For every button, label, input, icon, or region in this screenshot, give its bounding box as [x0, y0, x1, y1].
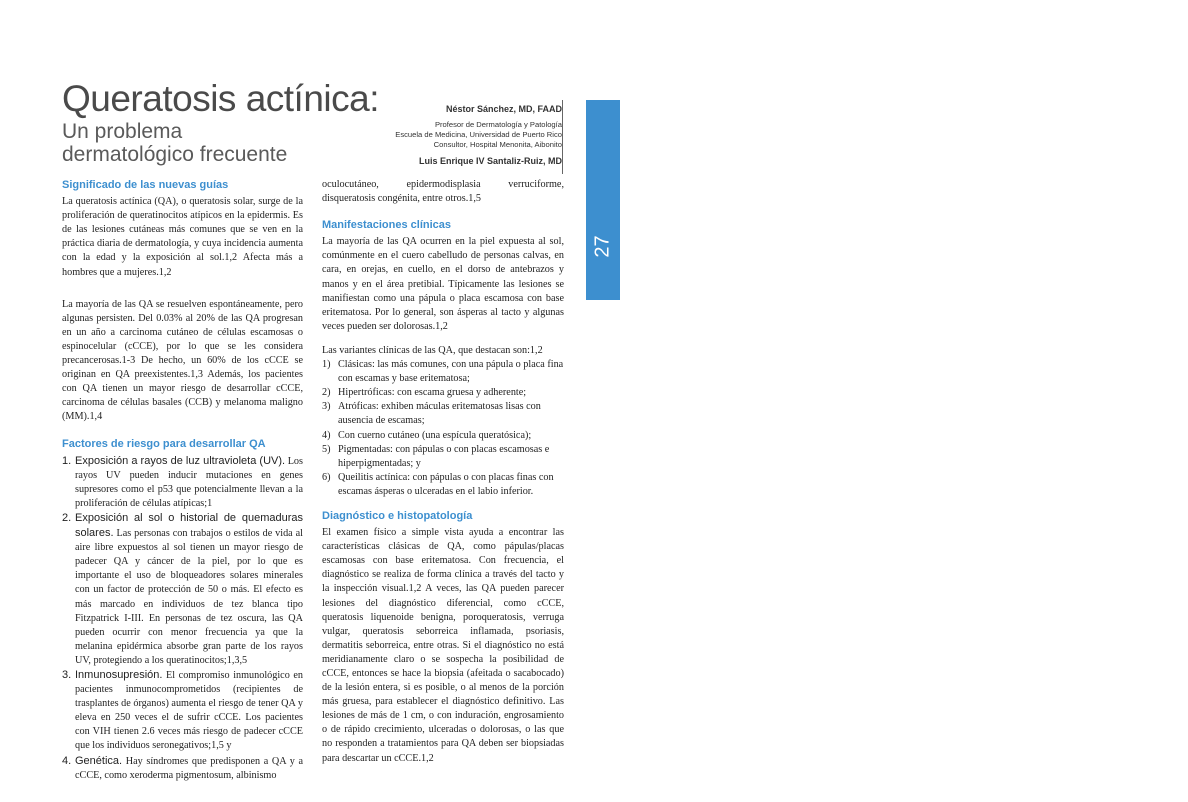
variant-text: Pigmentadas: con pápulas o con placas escamosas e hiperpigmentadas; y — [338, 443, 550, 469]
list-item — [62, 668, 303, 754]
risk-factor-text: Los rayos UV pueden inducir mutaciones en genes supresores como el p53 que potencialmente llevan a la proliferación de células atípicas;1 — [75, 455, 303, 509]
article-subtitle — [62, 120, 287, 166]
list-item-number: 1) — [322, 359, 331, 371]
list-item-number: 2. — [62, 511, 72, 524]
variant-text: Hipertróficas: con escama gruesa y adherente; — [338, 387, 527, 399]
author-block — [395, 104, 562, 166]
risk-factor-title: Exposición al sol o historial de quemaduras solares. — [75, 511, 303, 540]
list-item — [62, 754, 303, 783]
risk-factor-text: Las personas con trabajos o estilos de vida al aire libre expuestos al sol tienen un mayor riesgo de padecer QA y cáncer de la piel, por lo que es importante el uso de bloqueadores solares minerales con un factor de protección de 50 o más. El efecto es más marcado en individuos de tez blanca tipo Fitzpatrick I-III. En personas de tez oscura, las QA pueden ocurrir con menor frecuencia ya que la melanina epidérmica absorbe gran parte de los rayos UV, protegiendo a los queratinocitos;1,3,5 — [75, 528, 303, 666]
variant-text: Clásicas: las más comunes, con una pápula o placa fina con escamas y base eritematosa; — [338, 359, 564, 385]
risk-factor-text: El compromiso inmunológico en pacientes inmunocomprometidos (recipientes de trasplantes de órganos) aumenta el riesgo de tener QA y eleva en 250 veces el de sufrir cCCE. Los pacientes con VIH tienen 2.6 veces más riesgo de padecer cCCE que los individuos seronegativos;1,5 y — [75, 670, 303, 752]
subtitle-line-1: Un problema — [62, 120, 183, 143]
author-divider — [562, 100, 563, 174]
paragraph-diagnostico: El examen físico a simple vista ayuda a encontrar las características clásicas de QA, como pápulas/placas escamosas con base eritematosa. Con frecuencia, el diagnóstico se realiza de forma clínica a través del tacto y la inspección visual.1,2 A veces, las QA pueden parecer lesiones del diagnóstico diferencial, como cCCE, queratosis liquenoide benigna, poroqueratosis, verruga vulgar, queratosis seborreica inflamada, psoriasis, dermatitis seborreica, entre otras. Si el diagnóstico no está meridianamente claro o se sospecha la posibilidad de cCCE, entonces se hace la biopsia (afeitada o sacabocado) de la lesión entera, si es posible, o al menos de la porción más gruesa, para establecer el diagnóstico definitivo. Las lesiones de más de 1 cm, o con induración, engrosamiento o de rápido crecimiento, ulceradas o dolorosas, o las que no responden a tratamientos para QA deben ser biopsiadas para descartar un cCCE.1,2 — [322, 527, 564, 764]
heading-factores: Factores de riesgo para desarrollar QA — [62, 437, 266, 450]
list-item-number: 1. — [62, 454, 72, 467]
list-item — [322, 429, 564, 443]
list-item-number: 2) — [322, 387, 331, 399]
author-1-affiliation-3: Consultor, Hospital Menonita, Aibonito — [433, 139, 562, 149]
risk-factor-text: Hay síndromes que predisponen a QA y a cCCE, como xeroderma pigmentosum, albinismo — [75, 755, 303, 781]
page-number: 27 — [591, 235, 614, 258]
subtitle-line-2: dermatológico frecuente — [62, 143, 288, 166]
list-item — [322, 400, 564, 428]
list-item — [322, 443, 564, 471]
column-left — [62, 178, 303, 783]
risk-factor-title: Genética. — [75, 754, 123, 767]
list-item — [322, 386, 564, 400]
risk-factor-list — [62, 454, 303, 783]
risk-factor-title: Inmunosupresión. — [75, 669, 163, 681]
list-item — [322, 358, 564, 386]
page-sidebar — [586, 100, 1188, 324]
risk-factor-title: Exposición a rayos de luz ultravioleta (UV). — [75, 454, 286, 467]
paragraph-intro: La queratosis actínica (QA), o queratosis solar, surge de la proliferación de queratinocitos atípicos en la epidermis. Es de las lesiones cutáneas más comunes que se ven en la práctica diaria de dermatología, y cuya incidencia aumenta con la edad y la exposición al sol.1,2 Afecta más a hombres que a mujeres.1,2 — [62, 196, 303, 278]
list-item-number: 3. — [62, 669, 72, 681]
list-item — [62, 454, 303, 511]
paragraph-variantes: Las variantes clínicas de las QA, que destacan son:1,2 — [322, 344, 543, 356]
list-item — [62, 511, 303, 668]
variant-text: Queilitis actínica: con pápulas o con placas finas con escamas ásperas o ulceradas en el labio inferior. — [338, 471, 554, 497]
variant-text: Atróficas: exhiben máculas eritematosas lisas con ausencia de escamas; — [338, 401, 541, 427]
list-item-number: 6) — [322, 471, 331, 483]
list-item-number: 4) — [322, 429, 331, 441]
list-item-number: 3) — [322, 401, 331, 413]
running-head: GALENUS / QUERATOSIS ACTÍNICA — [1180, 204, 1188, 324]
heading-manifestaciones: Manifestaciones clínicas — [322, 219, 451, 232]
article-title: Queratosis actínica: — [62, 78, 379, 119]
paragraph-continuation: oculocutáneo, epidermodisplasia verruciforme, disqueratosis congénita, entre otros.1,5 — [322, 179, 564, 205]
variant-list — [322, 358, 564, 499]
column-right — [322, 178, 564, 774]
paragraph-manifestaciones: La mayoría de las QA ocurren en la piel expuesta al sol, comúnmente en el cuero cabelludo de personas calvas, en cara, en orejas, en cuello, en el dorso de antebrazos y manos y en el área pretibial. Típicamente las lesiones se manifiestan como una pápula o placa escamosa con base eritematosa. Por lo general, son ásperas al tacto y algunas veces pueden ser dolorosas.1,2 — [322, 236, 564, 332]
paragraph-progresion: La mayoría de las QA se resuelven espontáneamente, pero algunas persisten. Del 0.03% al 20% de las QA progresan en un año a carcinoma cutáneo de células escamosas o espinocelular (cCCE), por lo que se les considera precancerosas.1-3 De hecho, un 60% de los cCCE se originan en QA preexistentes.1,3 Además, los pacientes con QA tienen un mayor riesgo de desarrollar cCCE, carcinoma de células basales (CCB) y melanoma maligno (MM).1,4 — [62, 298, 303, 423]
author-1-name: Néstor Sánchez, MD, FAAD — [445, 104, 562, 114]
heading-significado: Significado de las nuevas guías — [62, 179, 229, 191]
author-2-name: Luis Enrique IV Santaliz-Ruiz, MD — [418, 156, 562, 167]
list-item — [322, 471, 564, 499]
variant-text: Con cuerno cutáneo (una espícula queratósica); — [338, 429, 532, 441]
heading-diagnostico: Diagnóstico e histopatología — [322, 509, 473, 522]
list-item-number: 4. — [62, 754, 72, 767]
list-item-number: 5) — [322, 443, 331, 455]
author-1-affiliation-1: Profesor de Dermatología y Patología — [434, 120, 562, 129]
author-1-affiliation-2: Escuela de Medicina, Universidad de Puerto Rico — [395, 129, 562, 139]
